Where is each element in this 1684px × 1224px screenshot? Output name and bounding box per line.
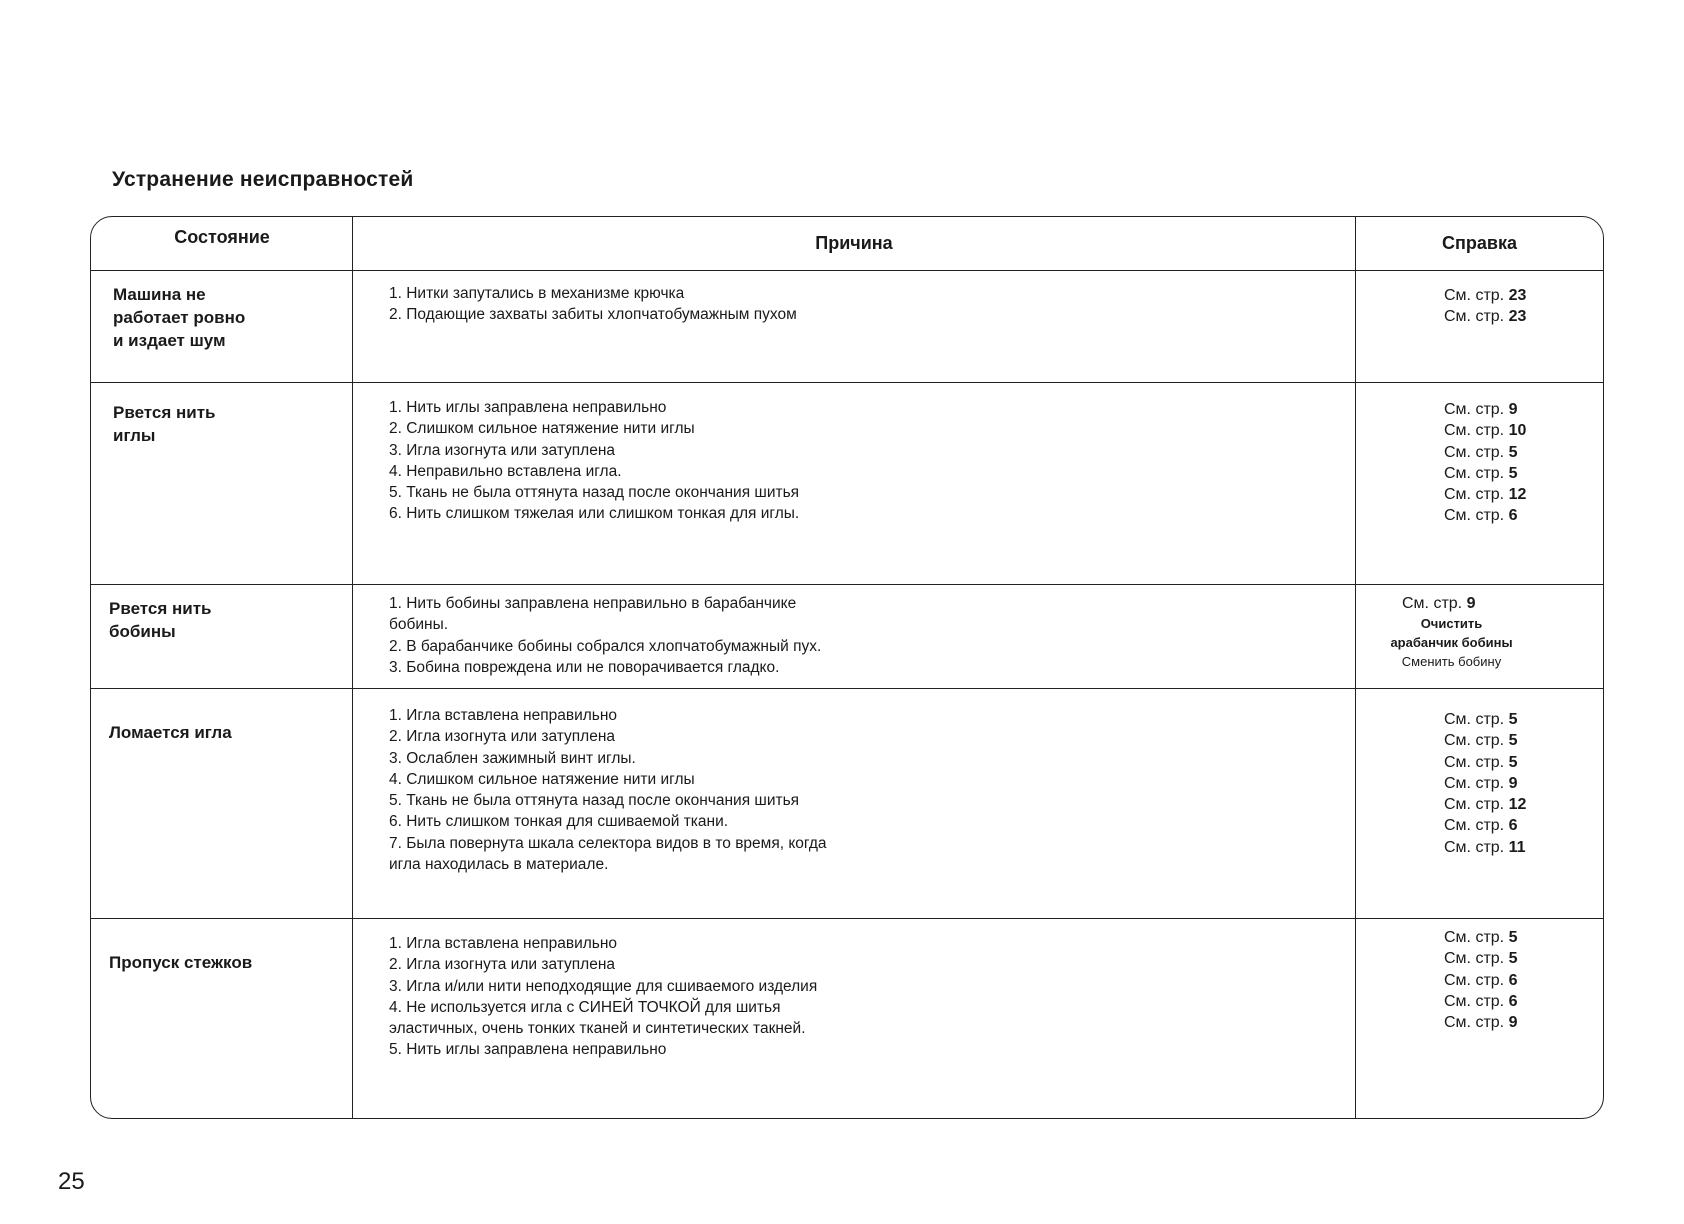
- reference-list: [1356, 709, 1603, 858]
- page-reference: См. стр. 9: [1444, 401, 1518, 418]
- table-header-row: [91, 217, 1603, 270]
- cause-line: 6. Нить слишком тяжелая или слишком тонкая для иглы.: [389, 505, 800, 523]
- condition-text: Рвется нить иглы: [113, 403, 216, 445]
- cause-line: 1. Нить иглы заправлена неправильно: [389, 399, 667, 416]
- cause-line: 4. Слишком сильное натяжение нити иглы: [389, 770, 695, 788]
- header-cell-cause: [353, 217, 1356, 270]
- reference-note: Сменить бобину: [1401, 654, 1502, 670]
- header-cell-reference: [1356, 217, 1603, 270]
- table-row: [91, 382, 1603, 584]
- page-reference: См. стр. 23: [1444, 287, 1527, 304]
- troubleshooting-table: [90, 216, 1604, 1119]
- page-reference: См. стр. 5: [1444, 464, 1518, 482]
- cause-line: игла находилась в материале.: [389, 856, 609, 874]
- cause-line: 5. Ткань не была оттянута назад после окончания шитья: [389, 792, 800, 810]
- page-reference: См. стр. 5: [1444, 443, 1518, 461]
- causes-list: [389, 397, 1329, 525]
- reference-list: [1356, 399, 1603, 527]
- cause-line: 1. Игла вставлена неправильно: [389, 935, 618, 952]
- cause-line: бобины.: [389, 616, 449, 634]
- page-reference: См. стр. 10: [1444, 422, 1527, 440]
- page-reference: См. стр. 23: [1444, 308, 1527, 326]
- header-cell-condition: [91, 217, 353, 270]
- cause-line: 3. Игла и/или нити неподходящие для сшиваемого изделия: [389, 977, 818, 995]
- reference-list: [1356, 593, 1603, 671]
- cause-line: 5. Ткань не была оттянута назад после окончания шитья: [389, 484, 800, 502]
- cause-line: 2. В барабанчике бобины собрался хлопчатобумажный пух.: [389, 637, 822, 655]
- header-reference: Справка: [1442, 233, 1517, 253]
- page-reference: См. стр. 9: [1444, 1014, 1518, 1032]
- header-condition: Состояние: [174, 227, 270, 247]
- table-row: [91, 584, 1603, 688]
- reference-note: Очистить: [1420, 616, 1483, 632]
- reference-list: [1356, 285, 1603, 328]
- cause-line: 2. Игла изогнута или затуплена: [389, 956, 615, 974]
- cause-line: 1. Нить бобины заправлена неправильно в барабанчике: [389, 595, 797, 612]
- table-row: [91, 918, 1603, 1119]
- condition-text: Машина не работает ровно и издает шум: [113, 285, 246, 350]
- condition-text: Ломается игла: [109, 723, 232, 742]
- table-row: [91, 688, 1603, 918]
- causes-list: [389, 593, 1329, 678]
- cause-line: 4. Не используется игла с СИНЕЙ ТОЧКОЙ для шитья: [389, 998, 781, 1016]
- cause-line: 6. Нить слишком тонкая для сшиваемой ткани.: [389, 813, 729, 831]
- page-reference: См. стр. 12: [1444, 486, 1527, 504]
- page-reference: См. стр. 5: [1444, 929, 1518, 946]
- page-reference: См. стр. 5: [1444, 950, 1518, 968]
- page-title: Устранение неисправностей: [112, 168, 414, 191]
- cause-line: 7. Была повернута шкала селектора видов в то время, когда: [389, 834, 827, 852]
- header-cause: Причина: [815, 233, 893, 253]
- condition-text: Пропуск стежков: [109, 953, 253, 972]
- page-reference: См. стр. 6: [1444, 507, 1518, 525]
- page-reference: См. стр. 6: [1444, 992, 1518, 1010]
- reference-note: арабанчик бобины: [1390, 635, 1513, 651]
- cause-line: 2. Игла изогнута или затуплена: [389, 728, 615, 746]
- causes-list: [389, 283, 1329, 326]
- cause-line: 4. Неправильно вставлена игла.: [389, 462, 622, 480]
- reference-list: [1356, 927, 1603, 1033]
- table-row: [91, 270, 1603, 382]
- cause-line: эластичных, очень тонких тканей и синтетических такней.: [389, 1020, 806, 1038]
- page-reference: См. стр. 6: [1444, 971, 1518, 989]
- cause-line: 2. Подающие захваты забиты хлопчатобумажным пухом: [389, 306, 797, 324]
- page-number: 25: [58, 1168, 85, 1195]
- page-reference: См. стр. 5: [1444, 753, 1518, 771]
- condition-text: Рвется нить бобины: [109, 599, 212, 641]
- page-reference: См. стр. 12: [1444, 796, 1527, 814]
- cause-line: 3. Ослаблен зажимный винт иглы.: [389, 749, 636, 767]
- causes-list: [389, 933, 1329, 1061]
- cause-line: 1. Игла вставлена неправильно: [389, 707, 618, 724]
- page-reference: См. стр. 9: [1402, 595, 1476, 612]
- page-reference: См. стр. 5: [1444, 732, 1518, 750]
- cause-line: 3. Игла изогнута или затуплена: [389, 441, 615, 459]
- cause-line: 5. Нить иглы заправлена неправильно: [389, 1041, 667, 1059]
- cause-line: 3. Бобина повреждена или не поворачивается гладко.: [389, 658, 780, 676]
- cause-line: 1. Нитки запутались в механизме крючка: [389, 285, 685, 302]
- page-reference: См. стр. 5: [1444, 711, 1518, 728]
- page-reference: См. стр. 6: [1444, 817, 1518, 835]
- page-reference: См. стр. 9: [1444, 774, 1518, 792]
- causes-list: [389, 705, 1329, 875]
- cause-line: 2. Слишком сильное натяжение нити иглы: [389, 420, 695, 438]
- page-reference: См. стр. 11: [1444, 838, 1526, 856]
